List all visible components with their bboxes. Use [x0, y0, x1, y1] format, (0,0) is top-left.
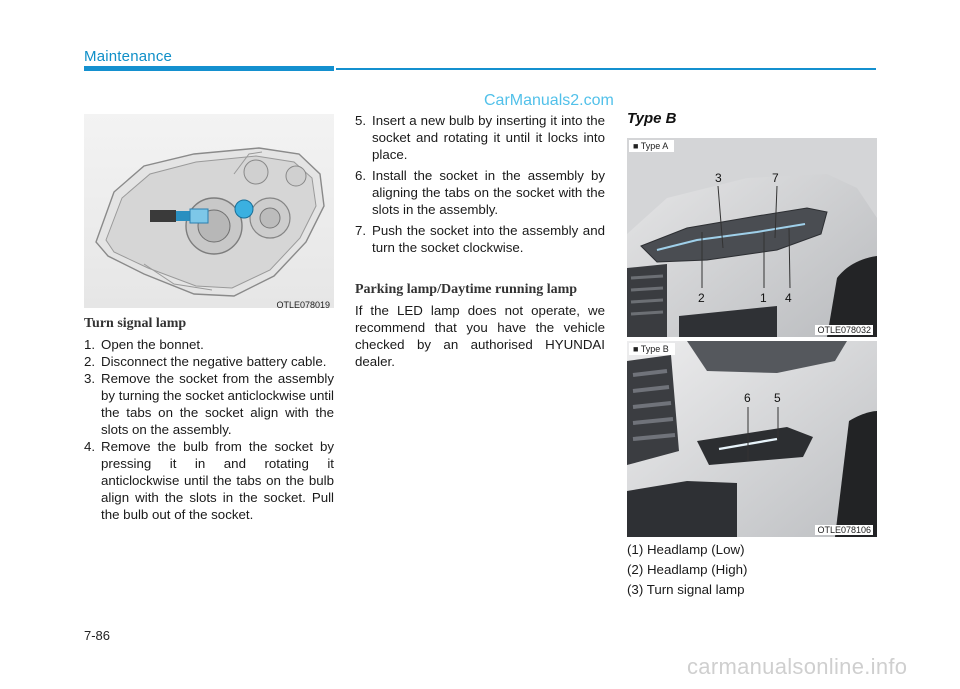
callout-2: 2 — [698, 291, 705, 305]
bulb-removal-figure — [84, 114, 334, 312]
watermark-top: CarManuals2.com — [484, 92, 614, 109]
column-1 — [84, 316, 334, 523]
page-number: 7-86 — [84, 628, 111, 643]
step-number: 4. — [84, 439, 96, 454]
type-b-tag: ■ Type B — [629, 343, 675, 355]
figure-code: OTLE078019 — [276, 300, 330, 310]
step-text: Insert a new bulb by inserting it into the socket and rotating it until it locks into place. — [372, 113, 605, 162]
legend-item: (3) Turn signal lamp — [627, 582, 745, 597]
step-4 — [84, 438, 334, 523]
callout-6: 6 — [744, 391, 751, 405]
heading-turn-signal-lamp: Turn signal lamp — [84, 316, 187, 331]
step-number: 5. — [355, 113, 367, 128]
step-2 — [84, 353, 334, 370]
header-rule-thin — [336, 68, 876, 70]
step-number: 7. — [355, 223, 367, 238]
bulb-removal-illustration — [84, 114, 334, 308]
step-text: Open the bonnet. — [101, 337, 204, 352]
legend-item: (2) Headlamp (High) — [627, 562, 748, 577]
type-a-tag: ■ Type A — [629, 140, 674, 152]
step-7 — [355, 222, 605, 256]
step-text: Remove the socket from the assembly by turning the socket anticlockwise until the tabs on the socket align with the slots on the assembly. — [101, 371, 334, 437]
parking-lamp-paragraph: If the LED lamp does not operate, we recommend that you have the vehicle checked by an authorised HYUNDAI dealer. — [355, 303, 605, 369]
heading-parking-lamp: Parking lamp/Daytime running lamp — [355, 282, 578, 297]
type-a-car-photo — [627, 138, 877, 337]
callout-3: 3 — [715, 171, 722, 185]
callout-1: 1 — [760, 291, 767, 305]
step-text: Disconnect the negative battery cable. — [101, 354, 327, 369]
headlamp-assembly-drawing — [84, 114, 334, 308]
step-text: Push the socket into the assembly and turn the socket clockwise. — [372, 223, 605, 255]
type-b-car-photo — [627, 341, 877, 537]
legend-item: (1) Headlamp (Low) — [627, 542, 745, 557]
section-title: Maintenance — [84, 48, 173, 65]
figure-legend — [627, 540, 877, 600]
figure-code: OTLE078106 — [817, 525, 871, 535]
step-number: 2. — [84, 354, 96, 369]
step-number: 1. — [84, 337, 96, 352]
step-5 — [355, 112, 605, 163]
figure-code: OTLE078032 — [817, 325, 871, 335]
callout-7: 7 — [772, 171, 779, 185]
watermark-bottom: carmanualsonline.info — [687, 654, 908, 679]
step-text: Remove the bulb from the socket by pressing it in and rotating it anticlockwise until the tabs on the bulb align with the slots in the socket. Pull the bulb out of the socket. — [101, 439, 334, 522]
type-b-figure — [627, 341, 877, 537]
callout-4: 4 — [785, 291, 792, 305]
step-1 — [84, 336, 334, 353]
step-text: Install the socket in the assembly by aligning the tabs on the socket with the slots in the assembly. — [372, 168, 605, 217]
header-rule-thick — [84, 66, 334, 71]
type-a-figure — [627, 138, 877, 337]
heading-type-b: Type B — [627, 110, 677, 127]
step-6 — [355, 167, 605, 218]
callout-5: 5 — [774, 391, 781, 405]
step-3 — [84, 370, 334, 438]
step-number: 6. — [355, 168, 367, 183]
column-2 — [355, 112, 605, 370]
step-number: 3. — [84, 371, 96, 386]
